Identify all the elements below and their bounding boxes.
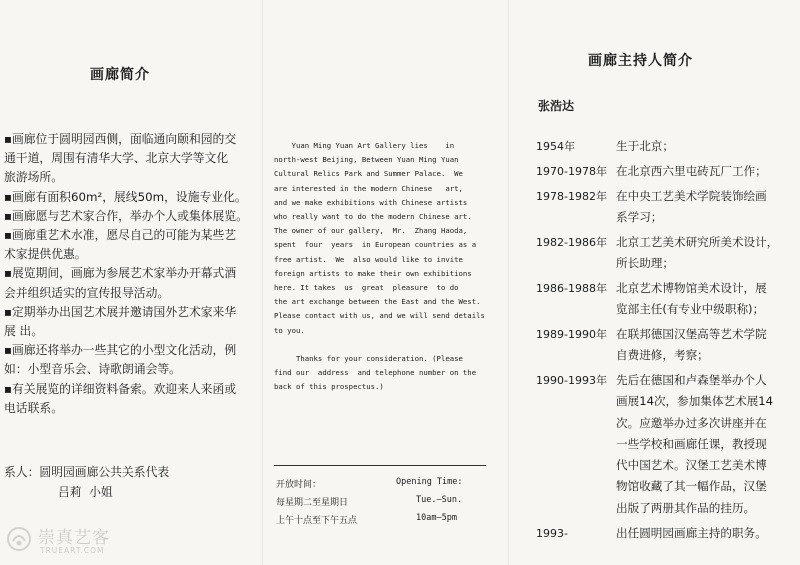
timeline-year: 1993- [536, 526, 568, 540]
director-bio-title: 画廊主持人简介 [588, 53, 693, 69]
english-intro-paragraph: Yuan Ming Yuan Art Gallery lies in north-west Beijing, Between Yuan Ming Yuan Cultural Relics Park and Summer Palace. We are interested in the modern Chinese art, and we make exhibitions with Chinese artists who really want to do the modern Chinese art. The owner of our gallery, Mr. Zhang Haoda, spent four years in European countries as a free artist. We also would like to invite foreign artists to make their own exhibitions here. It takes us great pleasure to do the art exchange between the East and the West. Please contact with us, and we will send details to you. [274, 141, 485, 335]
contact-person-name: 吕莉 小姐 [58, 485, 113, 499]
director-name: 张浩达 [538, 99, 575, 113]
list-item: ▪展览期间，画廊为参展艺术家举办开幕式酒 会并组织适实的宣传报导活动。 [4, 266, 237, 300]
opening-hours-label: 开放时间： [276, 480, 322, 490]
timeline-year: 1989-1990年 [536, 327, 607, 341]
gallery-intro-list [4, 130, 266, 418]
timeline-row [536, 523, 800, 544]
timeline-year: 1954年 [536, 140, 575, 153]
opening-hours-label-en: Opening Time: [396, 477, 463, 487]
timeline-year: 1978-1982年 [536, 189, 607, 203]
list-item: ▪有关展览的详细资料备索。欢迎来人来函或 电话联系。 [4, 381, 237, 415]
timeline-row [536, 232, 800, 275]
opening-days-en: Tue.—Sun. [416, 495, 463, 505]
timeline-text: 在中央工艺美术学院装饰绘画 系学习； [616, 188, 767, 224]
watermark [4, 520, 134, 560]
timeline-text: 北京艺术博物馆美术设计，展 览部主任(有专业中级职称)； [616, 280, 767, 317]
timeline-row [536, 161, 800, 182]
contact-person-line: 系人：圆明园画廊公共关系代表 [4, 465, 170, 479]
list-item: ▪定期举办出国艺术展并邀请国外艺术家来华 展 出。 [4, 304, 237, 339]
watermark-text-zh: 崇真艺客 [38, 528, 110, 548]
timeline-text: 在北京西六里屯砖瓦厂工作； [616, 163, 767, 178]
gallery-intro-title: 画廊简介 [90, 67, 150, 83]
list-item: ▪画廊还将举办一些其它的小型文化活动，例 如：小型音乐会、诗歌朗诵会等。 [4, 343, 237, 377]
timeline-text: 先后在德国和卢森堡举办个人 画展14次，参加集体艺术展14 次。应邀举办过多次讲座并在 一些学校和画廊任课，教授现 代中国艺术。汉堡工艺美术博 物馆收藏了其一幅作品，汉堡 出版了两册其作品的挂历。 [616, 372, 774, 515]
list-item: ▪画廊愿与艺术家合作，举办个人或集体展览。 [4, 208, 248, 223]
timeline-text: 出任圆明园画廊主持的职务。 [616, 525, 767, 540]
opening-time-en: 10am—5pm [416, 513, 457, 523]
timeline-text: 北京工艺美术研究所美术设计， 所长助理； [616, 234, 779, 270]
timeline-year: 1982-1986年 [536, 235, 607, 249]
list-item: ▪画廊重艺术水准，愿尽自己的可能为某些艺 术家提供优惠。 [4, 228, 237, 262]
timeline-row [536, 278, 800, 321]
gallery-intro-panel [0, 0, 262, 565]
timeline-year: 1970-1978年 [536, 164, 607, 178]
list-item: ▪画廊位于圆明园西侧，面临通向颐和园的交 通干道，周围有清华大学、北京大学等文化 旅游场所。 [4, 132, 237, 185]
timeline-text: 生于北京； [616, 139, 674, 153]
watermark-logo-icon [6, 526, 32, 552]
divider [274, 465, 486, 466]
timeline-year: 1990-1993年 [536, 373, 607, 387]
bio-timeline [536, 136, 800, 547]
watermark-text-en: TRUEART.COM [40, 546, 105, 555]
director-bio-panel [512, 0, 800, 565]
list-item: ▪画廊有面积60m²，展线50m，设施专业化。 [4, 189, 247, 204]
timeline-row [536, 136, 800, 157]
timeline-row [536, 186, 800, 229]
thanks-paragraph: Thanks for your consideration. (Please find our address and telephone number on the back of this prospectus.) [274, 354, 477, 392]
timeline-year: 1986-1988年 [536, 281, 607, 295]
english-intro-panel [270, 0, 500, 565]
opening-days: 每星期二至星期日 [276, 498, 349, 508]
timeline-text: 在联邦德国汉堡高等艺术学院 自费进修，考察； [616, 326, 767, 363]
english-intro-text [274, 139, 502, 395]
timeline-row [536, 324, 800, 367]
fold-line-right [508, 0, 509, 565]
timeline-row [536, 370, 800, 519]
opening-time: 上午十点至下午五点 [276, 516, 358, 526]
